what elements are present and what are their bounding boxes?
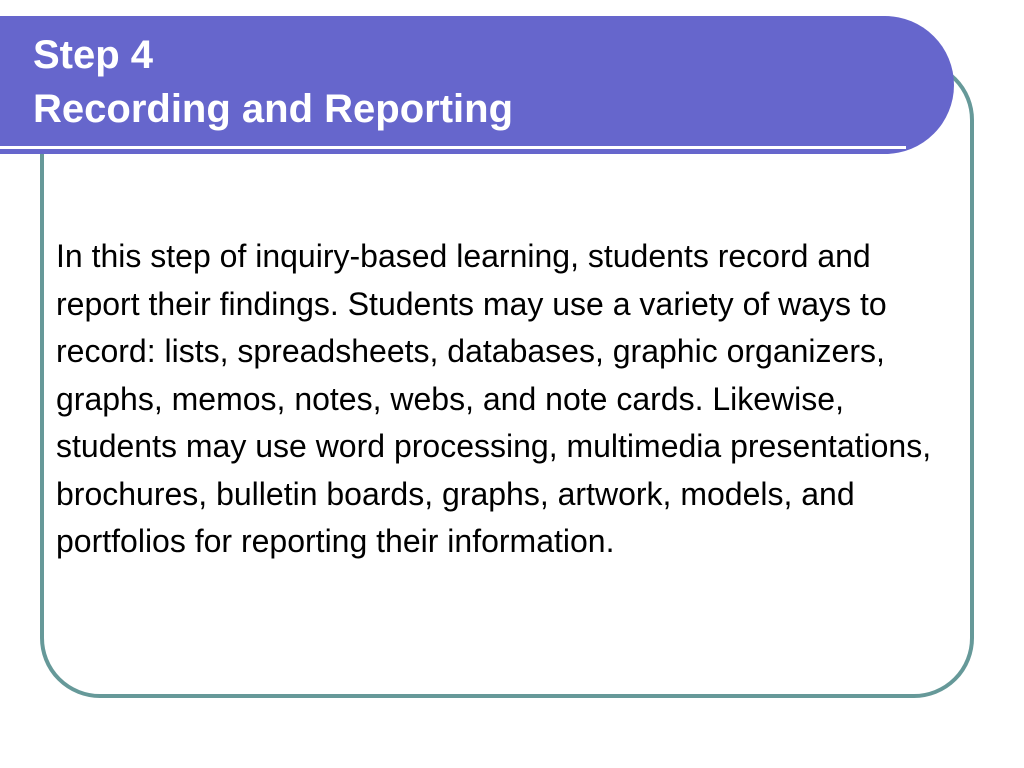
title-underline xyxy=(0,146,906,149)
slide-title xyxy=(33,28,513,136)
slide-title-line-2: Recording and Reporting xyxy=(33,87,513,131)
slide-body-text: In this step of inquiry-based learning, students record and report their findings. Students may use a variety of ways to record: lists, spreadsheets, databases, graphic organizers, graphs, memos, notes, webs, and note cards. Likewise, students may use word processing, multimedia presentations, brochures, bulletin boards, graphs, artwork, models, and portfolios for reporting their information. xyxy=(56,238,932,559)
slide-title-line-1: Step 4 xyxy=(33,33,154,77)
